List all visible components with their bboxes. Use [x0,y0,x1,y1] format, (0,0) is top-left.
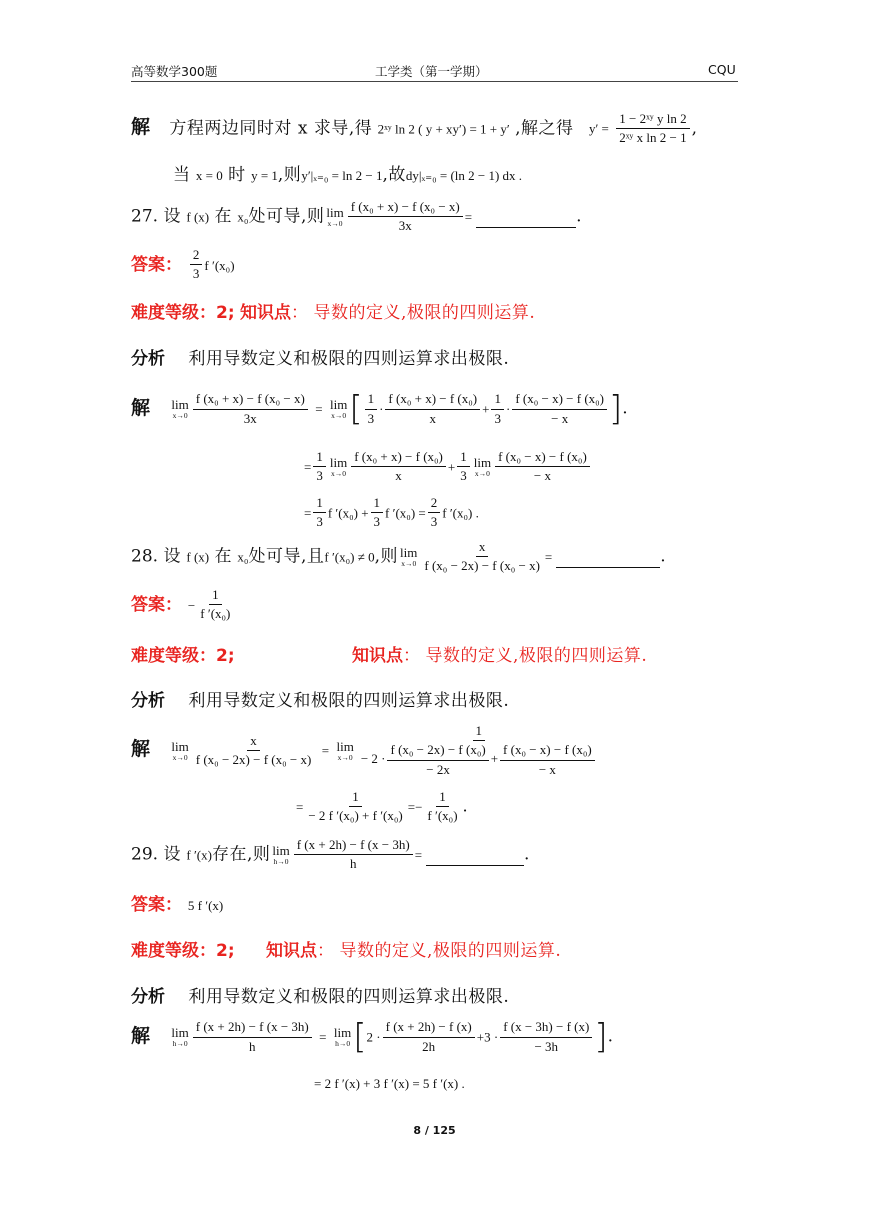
q28-solution-line2: = $\frac{1}{\text{− 2 f ′(x₀) + f ′(x₀)}}$ =− $\frac{1}{\text{f ′(x₀)}}$ . [296,789,468,824]
answer-blank [426,865,524,866]
header-center: 工学类（第一学期） [375,64,488,79]
answer-blank [476,227,576,228]
q27-solution-line3: = $\frac{1}{3}$ f ′(x₀) + $\frac{1}{3}$ f ′(x₀) = $\frac{2}{3}$ f ′(x₀) . [304,495,479,530]
solution-label: 解 [131,116,151,139]
q27-solution-line2: = $\frac{1}{3}$ lim x→0 $\frac{\text{f (x₀ + x) − f (x₀)}}{x}$ + $\frac{1}{3}$ lim x→0 $\frac{\text{f (x₀ − x) − f (x₀)}}{- x}$ [304,450,592,484]
q29-solution-line2: = 2 f ′(x) + 3 f ′(x) = 5 f ′(x) . [314,1076,465,1091]
q28-analysis: 分析 利用导数定义和极限的四则运算求出极限. [131,691,510,711]
q28-question: 28. 设 f (x) 在 x₀处可导,且f ′(x₀) ≠ 0,则 lim x→0 $\frac{x}{\text{f (x₀ − 2x) − f (x₀ − x)}}$ = . [131,539,666,574]
q28-solution-line1: 解 lim x→0 $\frac{x}{\text{f (x₀ − 2x) − f (x₀ − x)}}$ = lim x→0 1 − 2 · $\frac{\text{f (x₀ − 2x) − f (x₀)}}{- 2x}$ + $\frac{\text{f (x₀ − x) − f (x₀)}}{- x}$ [131,724,602,777]
q28-difficulty: 难度等级：2; 知识点： 导数的定义,极限的四则运算. [131,646,648,666]
sol26-fraction: $\frac{\text{1 − 2ˣʸ y ln 2}}{\text{2ˣʸ x ln 2 − 1}}$ [616,112,689,146]
q27-question: 27. 设 f (x) 在 x₀处可导,则 lim x→0 $\frac{\text{f (x₀ + x) − f (x₀ − x)}}{3x}$ = . [131,199,582,234]
q29-answer: 答案： 5 f ′(x) [131,895,224,915]
header-left: 高等数学300题 [131,64,218,79]
q29-solution-line1: 解 lim h→0 $\frac{f (x + 2h) - f (x - 3h)}{h}$ = lim h→0 [2 · $\frac{f (x + 2h) - f (x)}{2h}$ +3 · $\frac{f (x - 3h) - f (x)}{- 3h}$ ]. [131,1017,613,1057]
answer-blank [556,567,660,568]
header-right: CQU [708,62,736,77]
sol26-line2: 当 x = 0 时 y = 1,则y′|ₓ₌₀ = ln 2 − 1,故dy|ₓ₌₀ = (ln 2 − 1) dx . [173,165,523,185]
header-rule [131,81,738,82]
page-number: 8 / 125 [413,1124,456,1137]
q29-question: 29. 设 f ′(x)存在,则 lim h→0 $\frac{f (x + 2h) - f (x - 3h)}{h}$ = . [131,837,530,872]
q27-answer: 答案： $\frac{2}{3}$ f ′(x₀) [131,247,235,282]
q28-answer: 答案： − $\frac{1}{\text{f ′(x₀)}}$ [131,587,231,622]
sol26-line1: 解 方程两边同时对 x 求导,得 2ˣʸ ln 2 ( y + xy′) = 1 + y′ ,解之得 y′ = $\frac{\text{1 − 2ˣʸ y ln 2}}{\text{2ˣʸ x ln 2 − 1}}$ , [131,111,697,146]
q29-difficulty: 难度等级：2; 知识点： 导数的定义,极限的四则运算. [131,941,562,961]
q29-analysis: 分析 利用导数定义和极限的四则运算求出极限. [131,987,510,1007]
q27-analysis: 分析 利用导数定义和极限的四则运算求出极限. [131,349,510,369]
q27-difficulty: 难度等级：2; 知识点： 导数的定义,极限的四则运算. [131,303,536,323]
q27-solution-line1: 解 lim x→0 $\frac{\text{f (x₀ + x) − f (x₀ − x)}}{3x}$ = lim x→0 [ $\frac{1}{3}$ · $\frac{\text{f (x₀ + x) − f (x₀)}}{x}$ + $\frac{1}{3}$ · $\frac{\text{f (x₀ − x) − f (x₀)}}{- x}$ ]. [131,389,628,429]
